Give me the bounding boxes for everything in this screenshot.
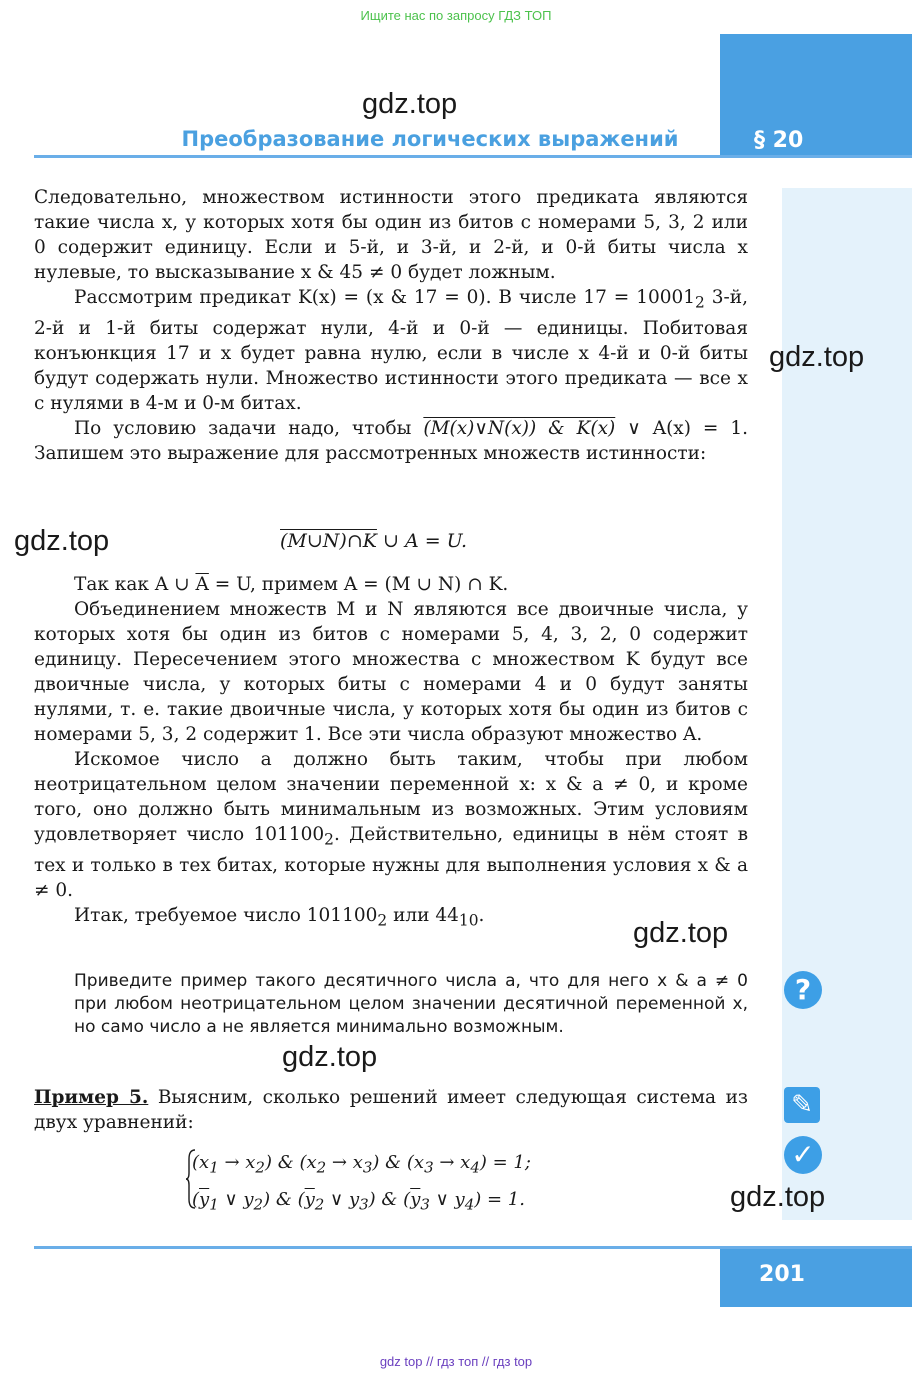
watermark: gdz.top — [730, 1181, 826, 1213]
brace-icon — [186, 1149, 196, 1209]
watermark: gdz.top — [282, 1041, 378, 1073]
paragraph-2: Рассмотрим предикат K(x) = (x & 17 = 0). В числе $17 = 10001_2$ 3-й, 2-й и 1-й биты содержат нули, 4-й и 0-й — единицы. Побитовая конъюнкция 17 и x будет равна нулю, если в числе x 4-й и 0-й биты будут содержать нули. Множество истинности этого предиката — все x с нулями в 4-м и 0-м битах. — [34, 287, 748, 414]
watermark: gdz.top — [633, 917, 729, 949]
header-divider — [34, 155, 912, 158]
paragraph-3: По условию задачи надо, чтобы (M(x)∨N(x)) & K(x) ∨ A(x) = 1. Запишем это выражение для рассмотренных множеств истинности: — [34, 417, 748, 464]
question-icon: ? — [784, 971, 822, 1009]
body-text-2 — [34, 572, 748, 933]
paragraph-6: Искомое число a должно быть таким, чтобы при любом неотрицательном целом значении переменной x: x & a ≠ 0, и кроме того, оно должно быть минимальным из возможных. Этим условиям удовлетворяет число $101100_2$. Действительно, единицы в нём стоят в тех и только в тех битах, которые нужны для выполнения условия x & a ≠ 0. — [34, 749, 748, 901]
body-text — [34, 185, 748, 466]
check-icon: ✓ — [784, 1136, 822, 1174]
question-text: Приведите пример такого десятичного числа a, что для него x & a ≠ 0 при любом неотрицательном целом значении десятичной переменной x, но само число a не является минимально возможным. — [74, 971, 748, 1037]
equation-2: ($\overline{y}_1$ ∨ $y_2$) & ($\overline{y}_2$ ∨ $y_3$) & ($\overline{y}_3$ ∨ $y_4) = 1$. — [192, 1188, 525, 1214]
watermark: gdz.top — [14, 525, 110, 557]
pencil-icon: ✎ — [784, 1087, 820, 1123]
paragraph-4: Так как A ∪ $\overline{A} = U$, примем A = (M ∪ N) ∩ K. — [74, 574, 509, 595]
example-label: Пример 5. — [34, 1087, 149, 1108]
footer-links: gdz top // гдз топ // гдз top — [379, 1354, 533, 1369]
equation-system — [192, 1147, 531, 1220]
equation-1: $(x_1 \to x_2)$ & $(x_2 \to x_3)$ & $(x_3 \to x_4) = 1$; — [192, 1152, 531, 1177]
example-5: Пример 5. Выясним, сколько решений имеет следующая система из двух уравнений: — [34, 1087, 748, 1133]
page-number: 201 — [759, 1262, 805, 1287]
chapter-title: Преобразование логических выражений — [181, 127, 679, 151]
watermark: gdz.top — [769, 341, 865, 373]
set-formula: (M∪N)∩K ∪ A = U. — [280, 530, 467, 552]
section-label: § 20 — [754, 128, 804, 153]
paragraph-7: Итак, требуемое число $101100_2$ или $44_{10}$. — [74, 904, 485, 930]
watermark: gdz.top — [362, 88, 458, 120]
paragraph-1: Следовательно, множеством истинности этого предиката являются такие числа x, у которых хотя бы один из битов с номерами 5, 3, 2 или 0 содержит единицу. Если и 5-й, и 3-й, и 2-й, и 0-й биты числа x нулевые, то высказывание x & 45 ≠ 0 будет ложным. — [34, 187, 748, 283]
paragraph-5: Объединением множеств M и N являются все двоичные числа, у которых хотя бы один из битов с номерами 5, 4, 3, 2, 0 содержит единицу. Пересечением этого множества с множеством K будут все двоичные числа, у которых биты с номерами 4 и 0 будут заняты нулями, т. е. такие двоичные числа, у которых хотя бы один из битов с номерами 5, 3, 2 содержит 1. Все эти числа образуют множество A. — [34, 599, 748, 745]
top-note: Ищите нас по запросу ГДЗ ТОП — [360, 8, 552, 23]
